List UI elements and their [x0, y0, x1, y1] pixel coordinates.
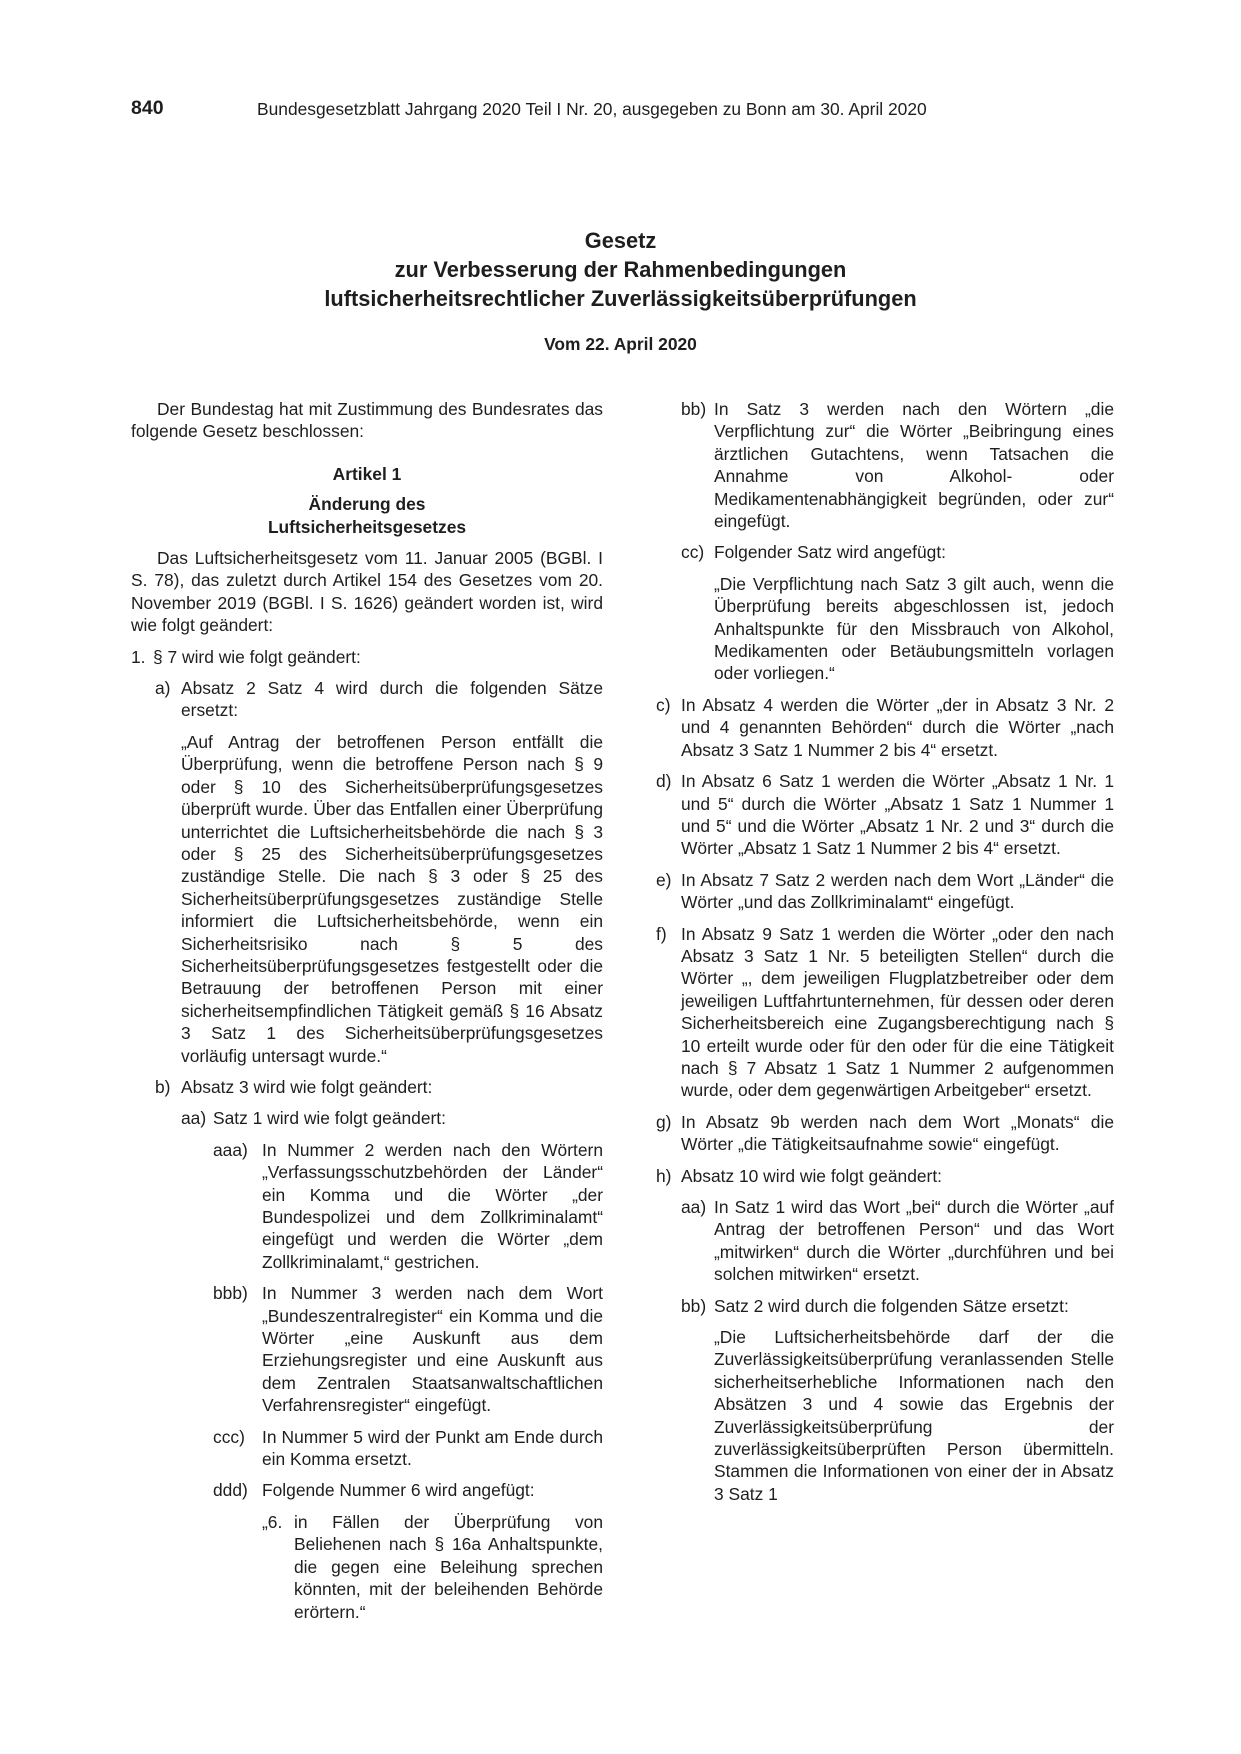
list-label: 1. [131, 646, 146, 667]
list-item-b [131, 1076, 603, 1098]
list-text: Satz 2 wird durch die folgenden Sätze ersetzt: [714, 1295, 1069, 1316]
title-line-1: Gesetz [584, 228, 657, 253]
document-title [0, 226, 1241, 313]
list-item-1 [131, 646, 603, 668]
list-label: d) [656, 771, 672, 792]
quoted-text: „Die Luftsicherheitsbehörde darf der die Zuverlässigkeitsüberprüfung veranlassenden Stelle sicherheitserhebliche Informationen nach den Absätzen 3 und 4 sowie das Ergebnis der Zuverlässigkeitsüberprüfung der zuverlässigkeitsüberprüften Person übermitteln. Stammen die Informationen von einer der in Absatz 3 Satz 1 [714, 1327, 1114, 1504]
enactment-clause: Der Bundestag hat mit Zustimmung des Bundesrates das folgende Gesetz beschlossen: [131, 399, 603, 442]
list-text: § 7 wird wie folgt geändert: [153, 646, 361, 667]
list-item-g [656, 1111, 1114, 1156]
list-text: In Absatz 7 Satz 2 werden nach dem Wort „Länder“ die Wörter „und das Zollkriminalamt“ eingefügt. [681, 869, 1114, 913]
list-item-a [131, 677, 603, 1067]
right-column [656, 398, 1114, 1505]
article-title-line-1: Änderung des [308, 494, 426, 515]
list-item-cc [656, 541, 1114, 684]
list-label: bbb) [213, 1283, 248, 1304]
list-item-aaa [131, 1139, 603, 1273]
list-label: „6. [262, 1511, 283, 1532]
list-item-d [656, 770, 1114, 860]
title-line-3: luftsicherheitsrechtlicher Zuverlässigkeitsüberprüfungen [324, 286, 917, 311]
list-text: in Fällen der Überprüfung von Beliehenen nach § 16a Anhaltspunkte, die gegen eine Beleihung sprechen könnten, mit der beleihenden Behörde erörtern.“ [294, 1511, 603, 1622]
list-label: e) [656, 869, 672, 890]
list-label: ccc) [213, 1426, 245, 1447]
list-label: aa) [681, 1197, 707, 1217]
list-text: Absatz 10 wird wie folgt geändert: [681, 1165, 943, 1186]
list-text: Absatz 3 wird wie folgt geändert: [181, 1076, 433, 1097]
running-title: Bundesgesetzblatt Jahrgang 2020 Teil I Nr. 20, ausgegeben zu Bonn am 30. April 2020 [257, 99, 927, 119]
list-item-aa [131, 1107, 603, 1129]
list-item-h-bb [656, 1295, 1114, 1506]
list-item-h-aa [656, 1196, 1114, 1286]
list-item-c [656, 694, 1114, 761]
article-intro-paragraph: Das Luftsicherheitsgesetz vom 11. Januar 2005 (BGBl. I S. 78), das zuletzt durch Artikel 154 des Gesetzes vom 20. November 2019 (BGBl. I S. 1626) geändert worden ist, wird wie folgt geändert: [131, 548, 603, 636]
list-text: In Absatz 9 Satz 1 werden die Wörter „oder den nach Absatz 3 Satz 1 Nr. 5 beteiligten Stellen“ durch die Wörter „, dem jeweiligen Flugplatzbetreiber oder dem jeweiligen Luftfahrtunternehmen, für dessen oder deren Sicherheitsbereich eine Zugangsberechtigung nach § 10 erteilt wurde oder für den oder für die eine Tätigkeit nach § 7 Absatz 1 Satz 1 Nummer 2 aufgenommen wurde, oder dem gegenwärtigen Arbeitgeber“ ersetzt. [681, 923, 1114, 1101]
list-text: In Absatz 9b werden nach dem Wort „Monats“ die Wörter „die Tätigkeitsaufnahme sowie“ eingefügt. [681, 1111, 1114, 1155]
list-label: aaa) [213, 1139, 248, 1160]
list-text: In Absatz 6 Satz 1 werden die Wörter „Absatz 1 Nr. 1 und 5“ durch die Wörter „Absatz 1 Satz 1 Nummer 1 und 5“ und die Wörter „Absatz 1 Nr. 2 und 3“ durch die Wörter „Absatz 1 Satz 1 Nummer 2 bis 4“ ersetzt. [681, 771, 1114, 859]
list-label: a) [155, 678, 171, 699]
article-heading: Artikel 1 [332, 463, 402, 484]
list-item-six [131, 1511, 603, 1623]
list-item-f [656, 923, 1114, 1102]
list-label: bb) [681, 1295, 707, 1316]
list-text: Folgende Nummer 6 wird angefügt: [262, 1480, 535, 1501]
quoted-text: „Die Verpflichtung nach Satz 3 gilt auch, wenn die Überprüfung bereits abgeschlossen ist, jedoch Anhaltspunkte für den Missbrauch von Alkohol, Medikamenten oder Betäubungsmitteln vorlagen oder vorliegen.“ [714, 573, 1114, 684]
list-label: f) [656, 923, 667, 944]
list-label: bb) [681, 399, 707, 419]
list-label: c) [656, 694, 671, 715]
list-item-h [656, 1165, 1114, 1187]
article-title-line-2: Luftsicherheitsgesetzes [267, 516, 467, 537]
list-item-ccc [131, 1426, 603, 1471]
list-label: b) [155, 1076, 171, 1097]
list-text: In Satz 1 wird das Wort „bei“ durch die Wörter „auf Antrag der betroffenen Person“ und das Wort „mitwirken“ durch die Wörter „durchführen und bei solchen mitwirken“ ersetzt. [714, 1197, 1114, 1285]
list-label: ddd) [213, 1480, 248, 1501]
list-label: h) [656, 1165, 672, 1186]
list-item-ddd [131, 1479, 603, 1501]
document-date: Vom 22. April 2020 [544, 334, 697, 354]
list-label: g) [656, 1111, 672, 1132]
list-text: Satz 1 wird wie folgt geändert: [213, 1108, 446, 1129]
page-header [131, 97, 1141, 123]
quoted-text: „Auf Antrag der betroffenen Person entfällt die Überprüfung, wenn die betroffene Person nach § 9 oder § 10 des Sicherheitsüberprüfungsgesetzes überprüft wurde. Über das Entfallen einer Überprüfung unterrichtet die Luftsicherheitsbehörde die nach § 3 oder § 25 des Sicherheitsüberprüfungsgesetzes zuständige Stelle. Die nach § 3 oder § 25 des Sicherheitsüberprüfungsgesetzes zuständige Stelle informiert die Luftsicherheitsbehörde, wenn ein Sicherheitsrisiko nach § 5 des Sicherheitsüberprüfungsgesetzes festgestellt oder die Betrauung der betroffenen Person mit einer sicherheitsempfindlichen Tätigkeit gemäß § 16 Absatz 3 Satz 1 des Sicherheitsüberprüfungsgesetzes vorläufig untersagt wurde.“ [181, 731, 603, 1066]
list-item-bb [656, 398, 1114, 532]
list-text: In Nummer 3 werden nach dem Wort „Bundeszentralregister“ ein Komma und die Wörter „eine Auskunft aus dem Erziehungsregister und eine Auskunft aus dem Zentralen Staatsanwaltschaftlichen Verfahrensregister“ eingefügt. [262, 1283, 603, 1416]
title-line-2: zur Verbesserung der Rahmenbedingungen [394, 257, 847, 282]
list-text: In Satz 3 werden nach den Wörtern „die Verpflichtung zur“ die Wörter „Beibringung eines ärztlichen Gutachtens, wenn Tatsachen die Annahme von Alkohol- oder Medikamentenabhängigkeit begründen, oder zur“ eingefügt. [714, 399, 1114, 532]
list-text: Folgender Satz wird angefügt: [714, 542, 947, 563]
list-text: In Nummer 2 werden nach den Wörtern „Verfassungsschutzbehörden der Länder“ ein Komma und die Wörter „der Bundespolizei und dem Zollkriminalamt“ eingefügt und werden die Wörter „dem Zollkriminalamt,“ gestrichen. [262, 1139, 603, 1272]
list-item-e [656, 869, 1114, 914]
list-label: cc) [681, 542, 705, 563]
left-column [131, 398, 603, 1623]
list-item-bbb [131, 1282, 603, 1416]
list-text: In Absatz 4 werden die Wörter „der in Absatz 3 Nr. 2 und 4 genannten Behörden“ durch die Wörter „nach Absatz 3 Satz 1 Nummer 2 bis 4“ ersetzt. [681, 694, 1114, 760]
list-label: aa) [181, 1108, 207, 1129]
page-number: 840 [131, 97, 164, 119]
list-text: Absatz 2 Satz 4 wird durch die folgenden Sätze ersetzt: [181, 678, 603, 721]
list-text: In Nummer 5 wird der Punkt am Ende durch ein Komma ersetzt. [262, 1426, 603, 1470]
